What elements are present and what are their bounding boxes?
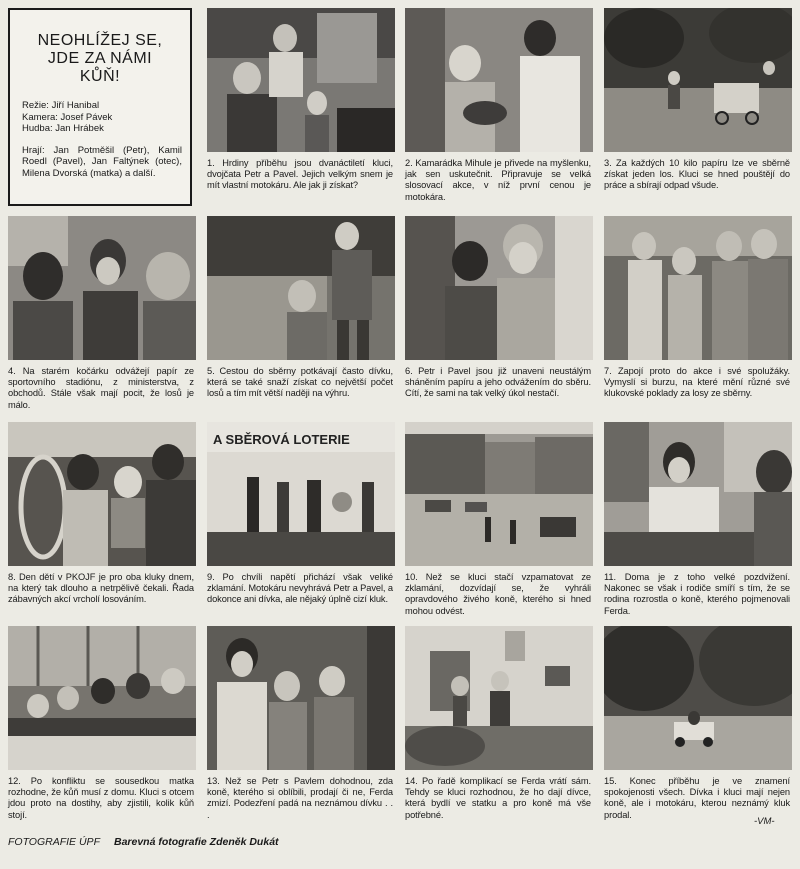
film-title — [10, 32, 190, 86]
story-caption-14: 14. Po řadě komplikací se Ferda vrátí sám. Tehdy se kluci rozhodnou, že ho dají dívce, která bydlí ve statku a pro koně má vše potřebné. — [405, 776, 591, 820]
story-photo-2 — [405, 8, 593, 152]
story-photo-13 — [207, 626, 395, 770]
story-caption-6: 6. Petr i Pavel jsou již unaveni neustálým sháněním papíru a jeho odvážením do sběru. Cítí, že sami na tak velký úkol nestačí. — [405, 366, 591, 399]
film-credits — [22, 100, 190, 135]
story-caption-9: 9. Po chvíli napětí přichází však veliké zklamání. Motokáru nevyhrává Petr a Pavel, a dokonce ani dívka, ale nějaký úplně cizí kluk. — [207, 572, 393, 605]
story-caption-10: 10. Než se kluci stačí vzpamatovat ze zklamání, dozvídají se, že vyhráli opravdového živého koně, kterého si hned mohou odvést. — [405, 572, 591, 616]
story-caption-8: 8. Den dětí v PKOJF je pro oba kluky dnem, na který tak dlouho a netrpělivě čekali. Řada zábavných akcí vrcholí losováním. — [8, 572, 194, 605]
story-photo-4 — [8, 216, 196, 360]
story-caption-15: 15. Konec příběhu je ve znamení spokojenosti všech. Dívka i kluci mají nejen koně, ale i motokáru, kterou neznámý kluk prodal. — [604, 776, 790, 820]
story-caption-1: 1. Hrdiny příběhu jsou dvanáctiletí kluci, dvojčata Petr a Pavel. Jejich velkým snem je mít vlastní motokáru. Ale jak ji získat? — [207, 158, 393, 191]
story-caption-11: 11. Doma je z toho velké pozdvižení. Nakonec se však i rodiče smíří s tím, že se rodina rozrostla o koně, kterého pojmenovali Ferda. — [604, 572, 790, 616]
title-line-3: KŮŇ! — [79, 68, 121, 85]
story-caption-5: 5. Cestou do sběrny potkávají často dívku, která se také snaží získat co největší počet losů a tím mít větší naději na výhru. — [207, 366, 393, 399]
footer-photo-source: FOTOGRAFIE ÚPF — [8, 836, 100, 848]
film-cast: Hrají: Jan Potměšil (Petr), Kamil Roedl (Pavel), Jan Faltýnek (otec), Milena Dvorská (matka) a další. — [22, 144, 182, 179]
author-signature: -VM- — [754, 816, 775, 827]
story-caption-2: 2. Kamarádka Mihule je přivede na myšlenku, jak sen uskutečnit. Připravuje se velká slosovací akce, v níž první cenou je motokára. — [405, 158, 591, 202]
story-photo-5 — [207, 216, 395, 360]
story-photo-12 — [8, 626, 196, 770]
footer-color-photo-credit: Barevná fotografie Zdeněk Dukát — [113, 836, 279, 848]
story-photo-6 — [405, 216, 593, 360]
title-line-1: NEOHLÍŽEJ SE, — [37, 32, 163, 49]
credit-director: Režie: Jiří Hanibal — [22, 100, 100, 111]
story-caption-7: 7. Zapojí proto do akce i své spolužáky. Vymyslí si burzu, na které mění různé své klukovské poklady za losy ze sběrny. — [604, 366, 790, 399]
credit-music: Hudba: Jan Hrábek — [22, 123, 104, 134]
story-photo-15 — [604, 626, 792, 770]
photo-credits-footer — [8, 836, 279, 848]
story-caption-3: 3. Za každých 10 kilo papíru lze ve sběrně získat jeden los. Kluci se hned pouštějí do práce a sbírají odpad všude. — [604, 158, 790, 191]
story-photo-11 — [604, 422, 792, 566]
story-caption-12: 12. Po konfliktu se sousedkou matka rozhodne, že kůň musí z domu. Kluci s otcem jdou proto na dostihy, aby zjistili, kolik kůň stojí. — [8, 776, 194, 820]
story-photo-7 — [604, 216, 792, 360]
story-photo-8 — [8, 422, 196, 566]
story-caption-4: 4. Na starém kočárku odvážejí papír ze sportovního stadiónu, z ministerstva, z obchodů. Stále však mají pocit, že losů je málo. — [8, 366, 194, 410]
story-photo-14 — [405, 626, 593, 770]
story-photo-9 — [207, 422, 395, 566]
story-photo-3 — [604, 8, 792, 152]
title-line-2: JDE ZA NÁMI — [47, 50, 153, 67]
credit-camera: Kamera: Josef Pávek — [22, 111, 113, 123]
story-photo-1 — [207, 8, 395, 152]
story-caption-13: 13. Než se Petr s Pavlem dohodnou, zda koně, kterého si oblíbili, prodají či ne, Ferda zmizí. Podezření padá na neznámou dívku . . . — [207, 776, 393, 820]
story-photo-10 — [405, 422, 593, 566]
lottery-sign-text: A SBĚROVÁ LOTERIE — [213, 432, 350, 447]
film-info-box — [8, 8, 192, 206]
